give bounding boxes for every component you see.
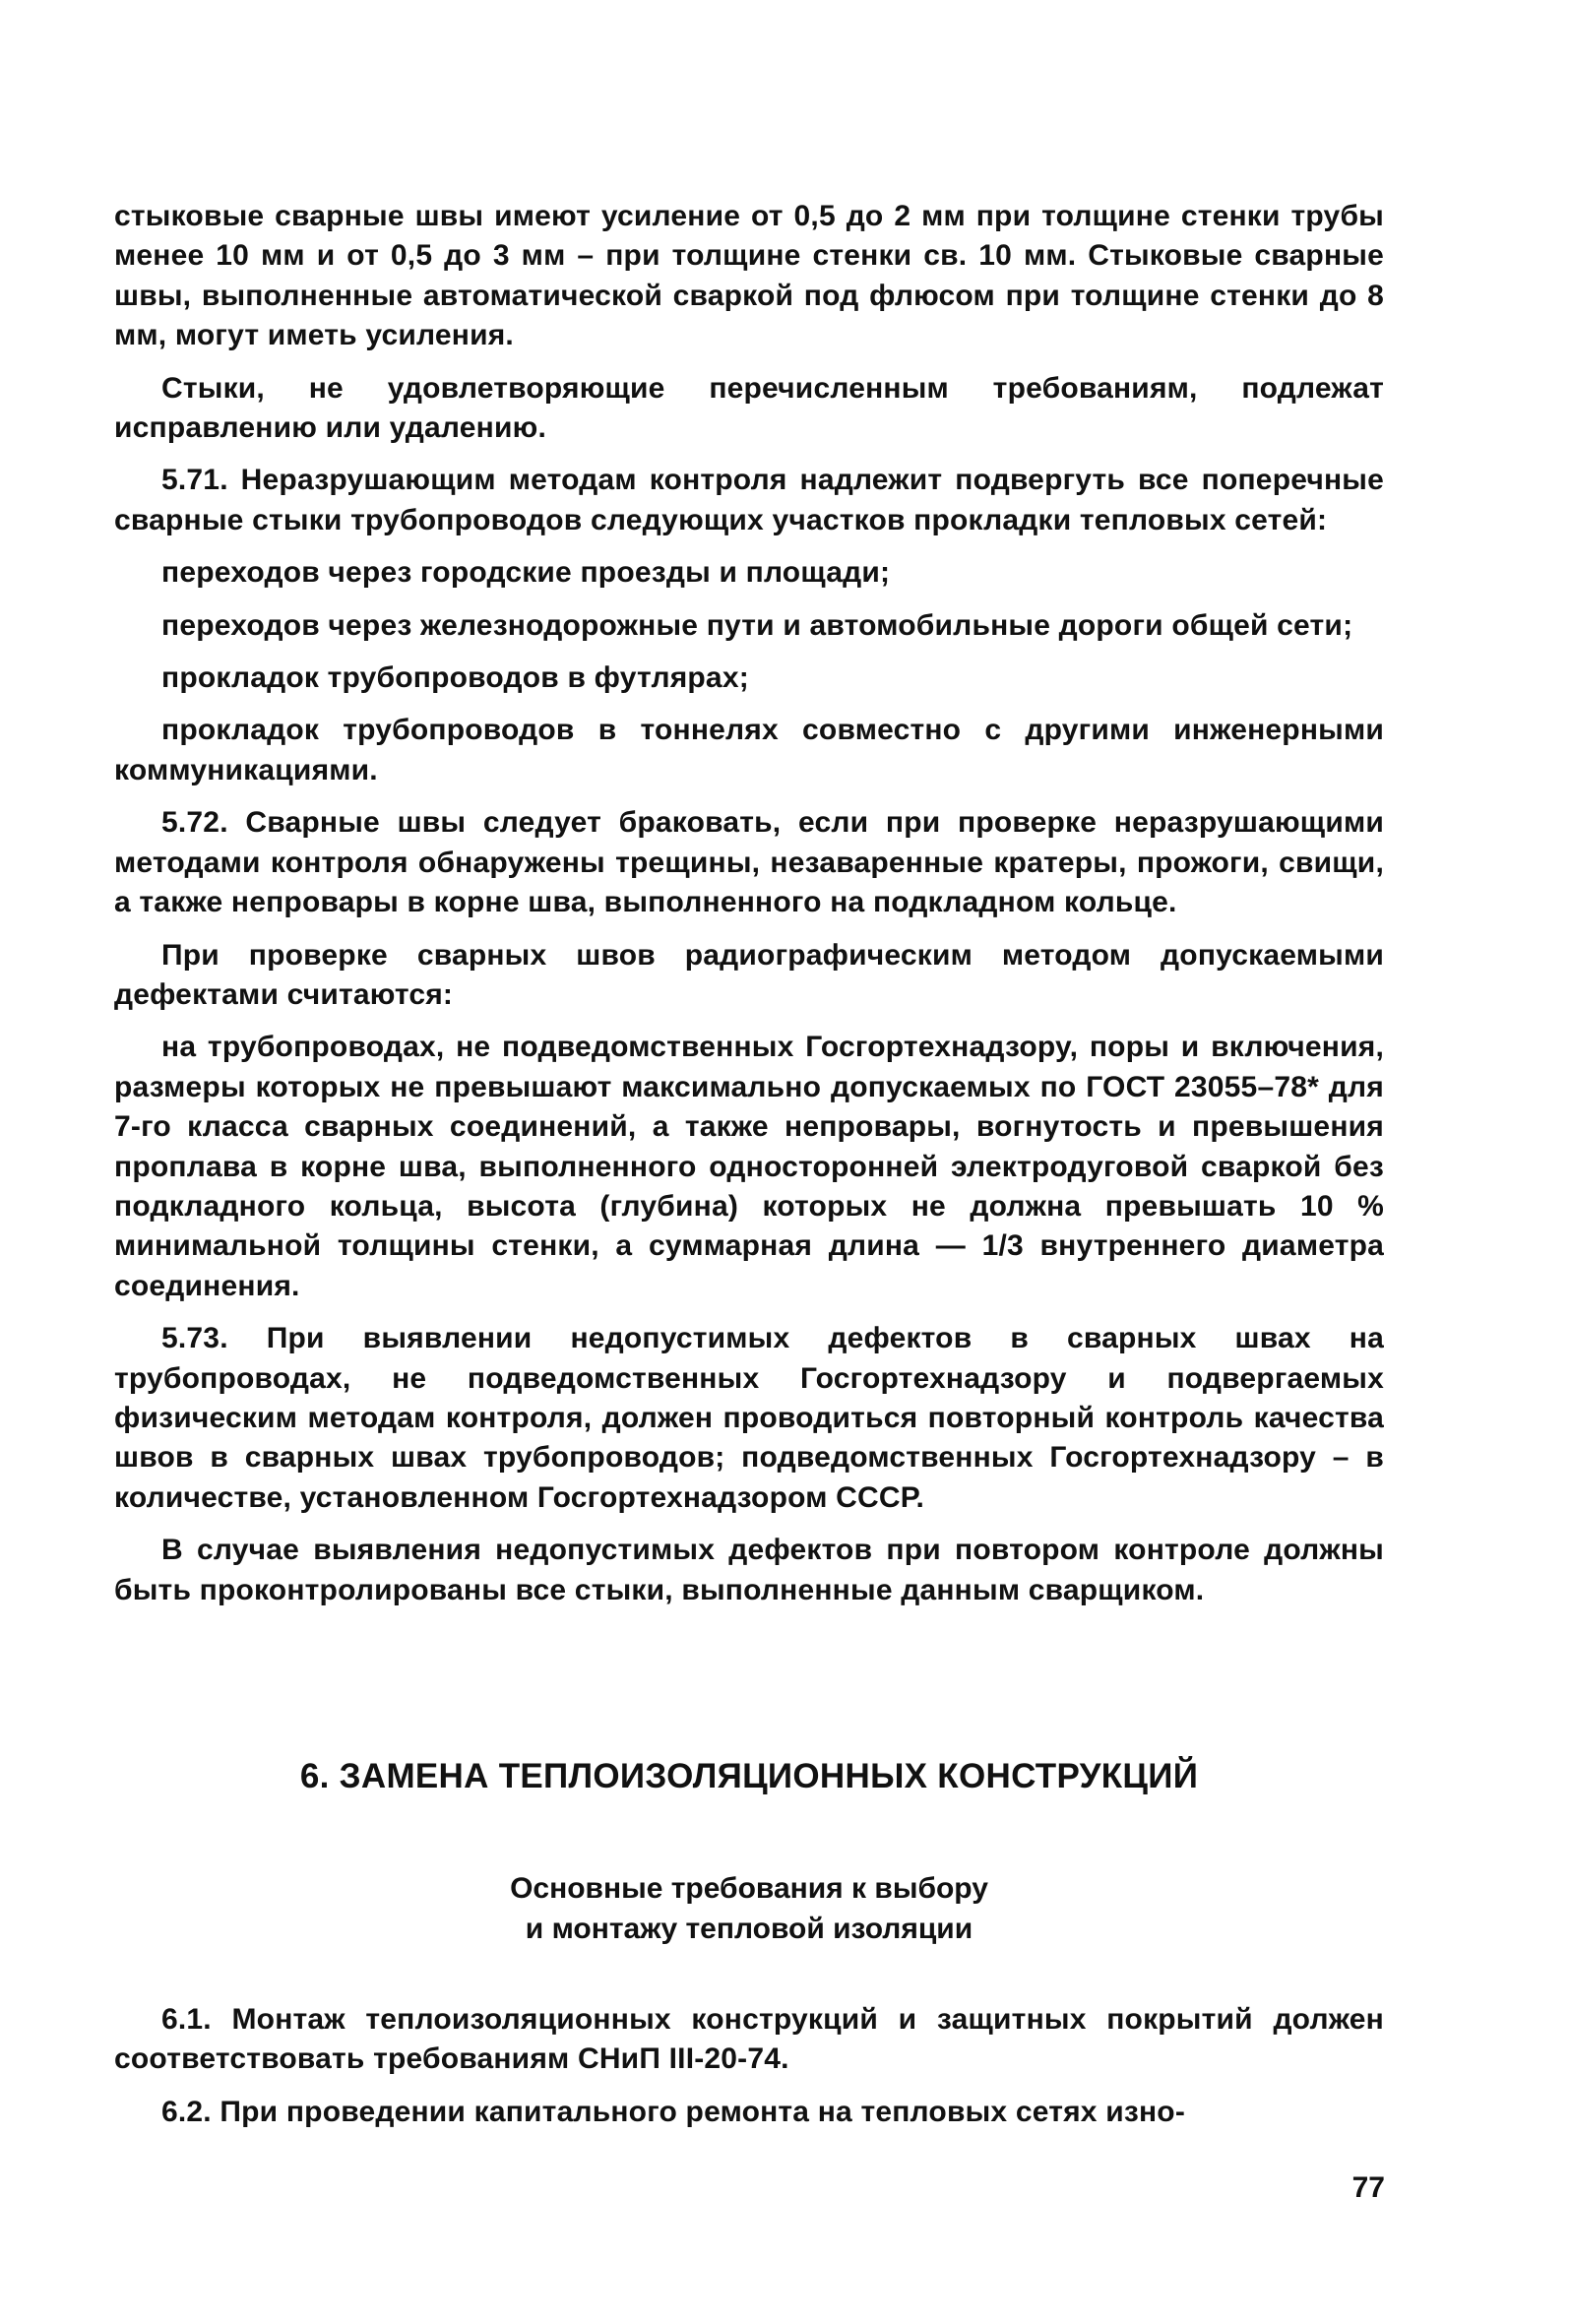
paragraph-weld-reinforcement: стыковые сварные швы имеют усиление от 0,5 до 2 мм при толщине стенки трубы менее 10 мм и от 0,5 до 3 мм – при толщине стенки св. 10 мм. Стыковые сварные швы, выполненные автоматической сваркой под флюсом при толщине стенки до 8 мм, могут иметь усиления. bbox=[114, 200, 1384, 352]
section-title: 6. ЗАМЕНА ТЕПЛОИЗОЛЯЦИОННЫХ КОНСТРУКЦИЙ bbox=[299, 1757, 1199, 1795]
paragraph-6-1: 6.1. Монтаж теплоизоляционных конструкций и защитных покрытий должен соответствовать требованиям СНиП III-20-74. bbox=[114, 2003, 1384, 2076]
clause-number: 6.1. bbox=[161, 2003, 212, 2036]
paragraph-6-2: 6.2. При проведении капитального ремонта на тепловых сетях изно- bbox=[161, 2095, 1186, 2128]
body-text-top bbox=[114, 197, 1384, 1623]
clause-number: 5.73. bbox=[161, 1322, 228, 1355]
paragraph-pipelines-defects: на трубопроводах, не подведомственных Госгортехнадзору, поры и включения, размеры которых не превышают максимально допускаемых по ГОСТ 23055–78* для 7-го класса сварных соединений, а также непровары, вогнутость и превышения проплава в корне шва, выполненного односторонней электродуговой сваркой без подкладного кольца, высота (глубина) которых не должна превышать 10 % минимальной толщины стенки, а суммарная длина — 1/3 внутреннего диаметра соединения. bbox=[114, 1031, 1384, 1302]
clause-number: 6.2. bbox=[161, 2095, 212, 2128]
paragraph-5-73: 5.73. При выявлении недопустимых дефектов в сварных швах на трубопроводах, не подведомственных Госгортехнадзору и подвергаемых физическим методам контроля, должен проводиться повторный контроль качества швов в сварных швах трубопроводов; подведомственных Госгортехнадзору – в количестве, установленном Госгортехнадзором СССР. bbox=[114, 1322, 1384, 1514]
subtitle-line-1: Основные требования к выбору bbox=[510, 1872, 988, 1905]
list-item-city-crossings: переходов через городские проезды и площади; bbox=[161, 556, 891, 590]
list-item-tunnels: прокладок трубопроводов в тоннелях совместно с другими инженерными коммуникациями. bbox=[114, 714, 1384, 786]
subtitle-line-2: и монтажу тепловой изоляции bbox=[525, 1913, 973, 1945]
list-item-rail-crossings: переходов через железнодорожные пути и автомобильные дороги общей сети; bbox=[161, 608, 1353, 642]
paragraph-joints-correction: Стыки, не удовлетворяющие перечисленным требованиям, подлежат исправлению или удалению. bbox=[114, 371, 1384, 445]
paragraph-5-71: 5.71. Неразрушающим методам контроля надлежит подвергуть все поперечные сварные стыки трубопроводов следующих участков прокладки тепловых сетей: bbox=[114, 464, 1384, 536]
paragraph-repeat-control: В случае выявления недопустимых дефектов при повтором контроле должны быть проконтролированы все стыки, выполненные данным сварщиком. bbox=[114, 1534, 1384, 1606]
page-number: 77 bbox=[1351, 2171, 1385, 2204]
paragraph-radiographic: При проверке сварных швов радиографическим методом допускаемыми дефектами считаются: bbox=[114, 938, 1384, 1011]
clause-number: 5.72. bbox=[161, 806, 228, 840]
paragraph-5-72: 5.72. Сварные швы следует браковать, если при проверке неразрушающими методами контроля обнаружены трещины, незаваренные кратеры, прожоги, свищи, а также непровары в корне шва, выполненного на подкладном кольце. bbox=[114, 806, 1384, 919]
body-text-bottom bbox=[114, 2000, 1384, 2145]
list-item-casings: прокладок трубопроводов в футлярах; bbox=[161, 661, 749, 695]
subsection-title bbox=[114, 1868, 1384, 1949]
clause-number: 5.71. bbox=[161, 464, 228, 497]
